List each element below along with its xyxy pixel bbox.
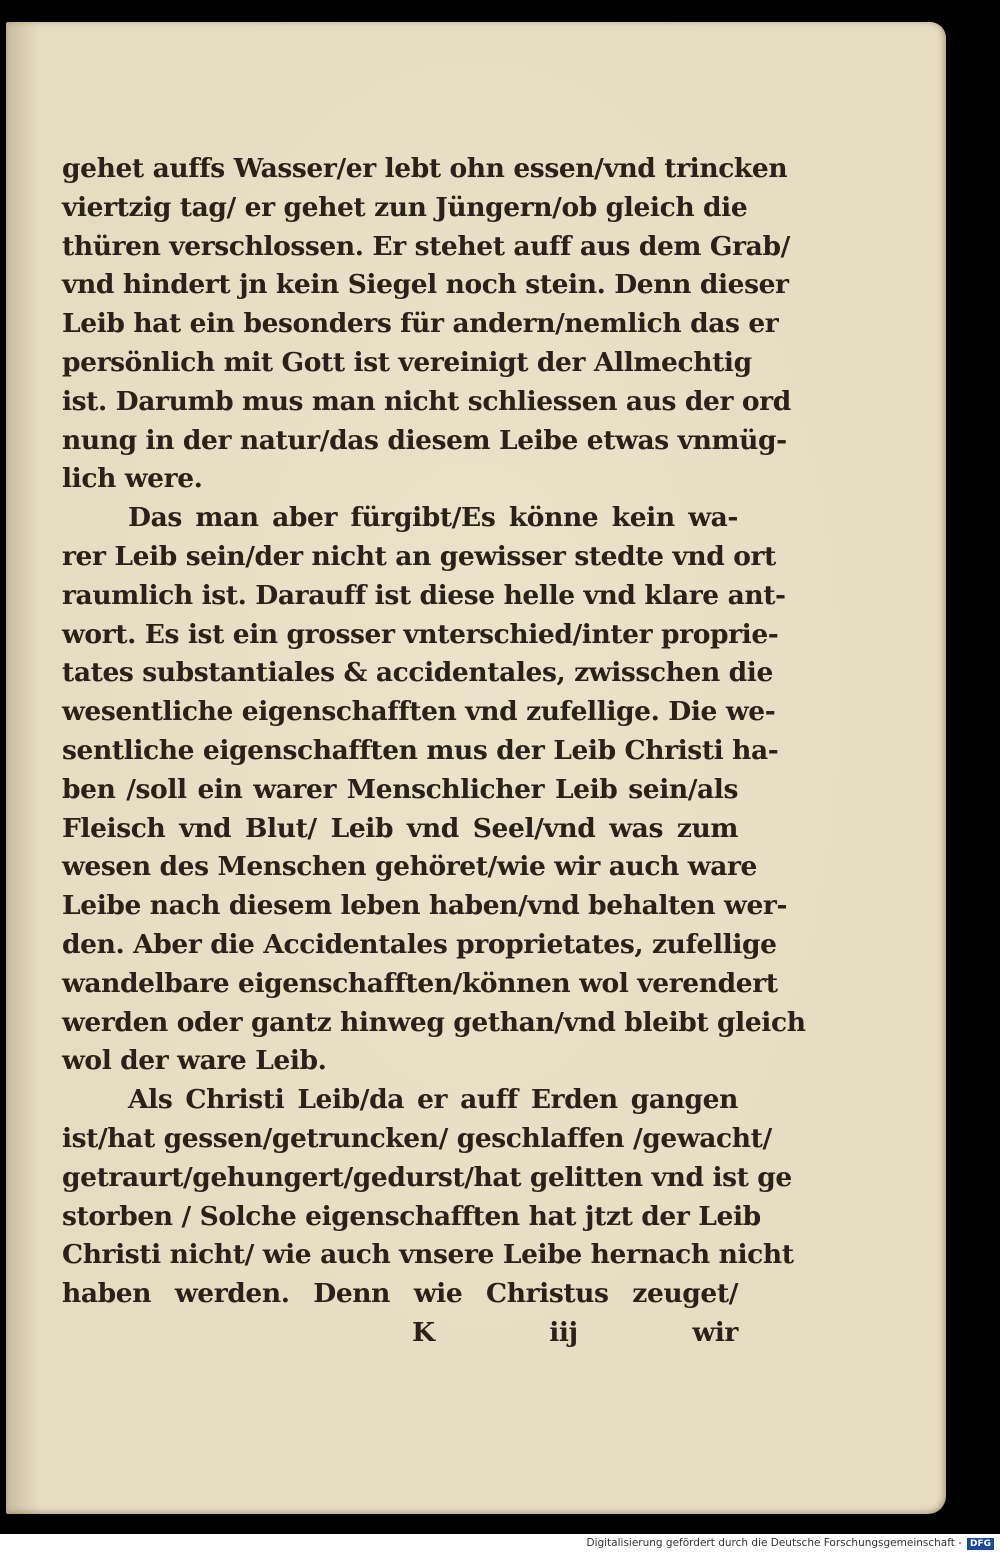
text-line: wandelbare eigenschafften/können wol verendert — [62, 967, 778, 999]
catchword: wir — [692, 1316, 738, 1348]
text-line: haben werden. Denn wie Christus zeuget/ — [62, 1278, 738, 1310]
text-line: viertzig tag/ er gehet zun Jüngern/ob gleich die — [62, 191, 748, 223]
text-line: gehet auffs Wasser/er lebt ohn essen/vnd trincken — [62, 153, 788, 184]
text-line: ist/hat gessen/getruncken/ geschlaffen /gewacht/ — [62, 1122, 772, 1154]
text-line: nung in der natur/das diesem Leibe etwas vnmüg- — [62, 424, 787, 456]
text-line: wort. Es ist ein grosser vnterschied/inter proprie- — [62, 618, 779, 650]
text-line: vnd hindert jn kein Siegel noch stein. Denn dieser — [62, 269, 789, 301]
funding-credit: Digitalisierung gefördert durch die Deutsche Forschungsgemeinschaft - — [586, 1537, 962, 1549]
text-line: rer Leib sein/der nicht an gewisser stedte vnd ort — [62, 540, 776, 572]
text-line: tates substantiales & accidentales, zwisschen die — [62, 657, 773, 689]
text-line: wesen des Menschen gehöret/wie wir auch ware — [62, 851, 757, 883]
text-line: ist. Darumb mus man nicht schliessen aus der ord — [62, 385, 791, 417]
text-line: Christi nicht/ wie auch vnsere Leibe hernach nicht — [62, 1239, 794, 1271]
book-page — [6, 22, 946, 1514]
text-line: Leibe nach diesem leben haben/vnd behalten wer- — [62, 890, 788, 922]
text-line: lich were. — [62, 463, 203, 495]
text-line: storben / Solche eigenschafften hat jtzt der Leib — [62, 1200, 761, 1232]
dfg-logo: DFG — [967, 1538, 994, 1550]
signature-line — [62, 1314, 738, 1353]
text-line: getraurt/gehungert/gedurst/hat gelitten vnd ist ge — [62, 1161, 792, 1193]
page-text — [62, 150, 806, 1353]
text-line: wol der ware Leib. — [62, 1045, 327, 1077]
signature-number: iij — [549, 1316, 578, 1348]
text-line: Fleisch vnd Blut/ Leib vnd Seel/vnd was zum — [62, 812, 738, 844]
text-line: persönlich mit Gott ist vereinigt der Allmechtig — [62, 346, 752, 378]
signature-mark: K — [412, 1316, 435, 1348]
text-line: raumlich ist. Darauff ist diese helle vnd klare ant- — [62, 579, 786, 611]
text-line: thüren verschlossen. Er stehet auff aus dem Grab/ — [62, 230, 790, 262]
text-line: sentliche eigenschafften mus der Leib Christi ha- — [62, 734, 779, 766]
text-line: Als Christi Leib/da er auff Erden gangen — [128, 1084, 738, 1116]
footer-bar — [0, 1534, 1000, 1554]
text-line: ben /soll ein warer Menschlicher Leib sein/als — [62, 773, 738, 805]
text-line: Leib hat ein besonders für andern/nemlich das er — [62, 308, 779, 340]
text-line: werden oder gantz hinweg gethan/vnd bleibt gleich — [62, 1006, 806, 1038]
text-line: wesentliche eigenschafften vnd zufellige. Die we- — [62, 696, 776, 728]
text-line: den. Aber die Accidentales proprietates, zufellige — [62, 928, 777, 960]
text-line: Das man aber fürgibt/Es könne kein wa- — [128, 502, 738, 534]
